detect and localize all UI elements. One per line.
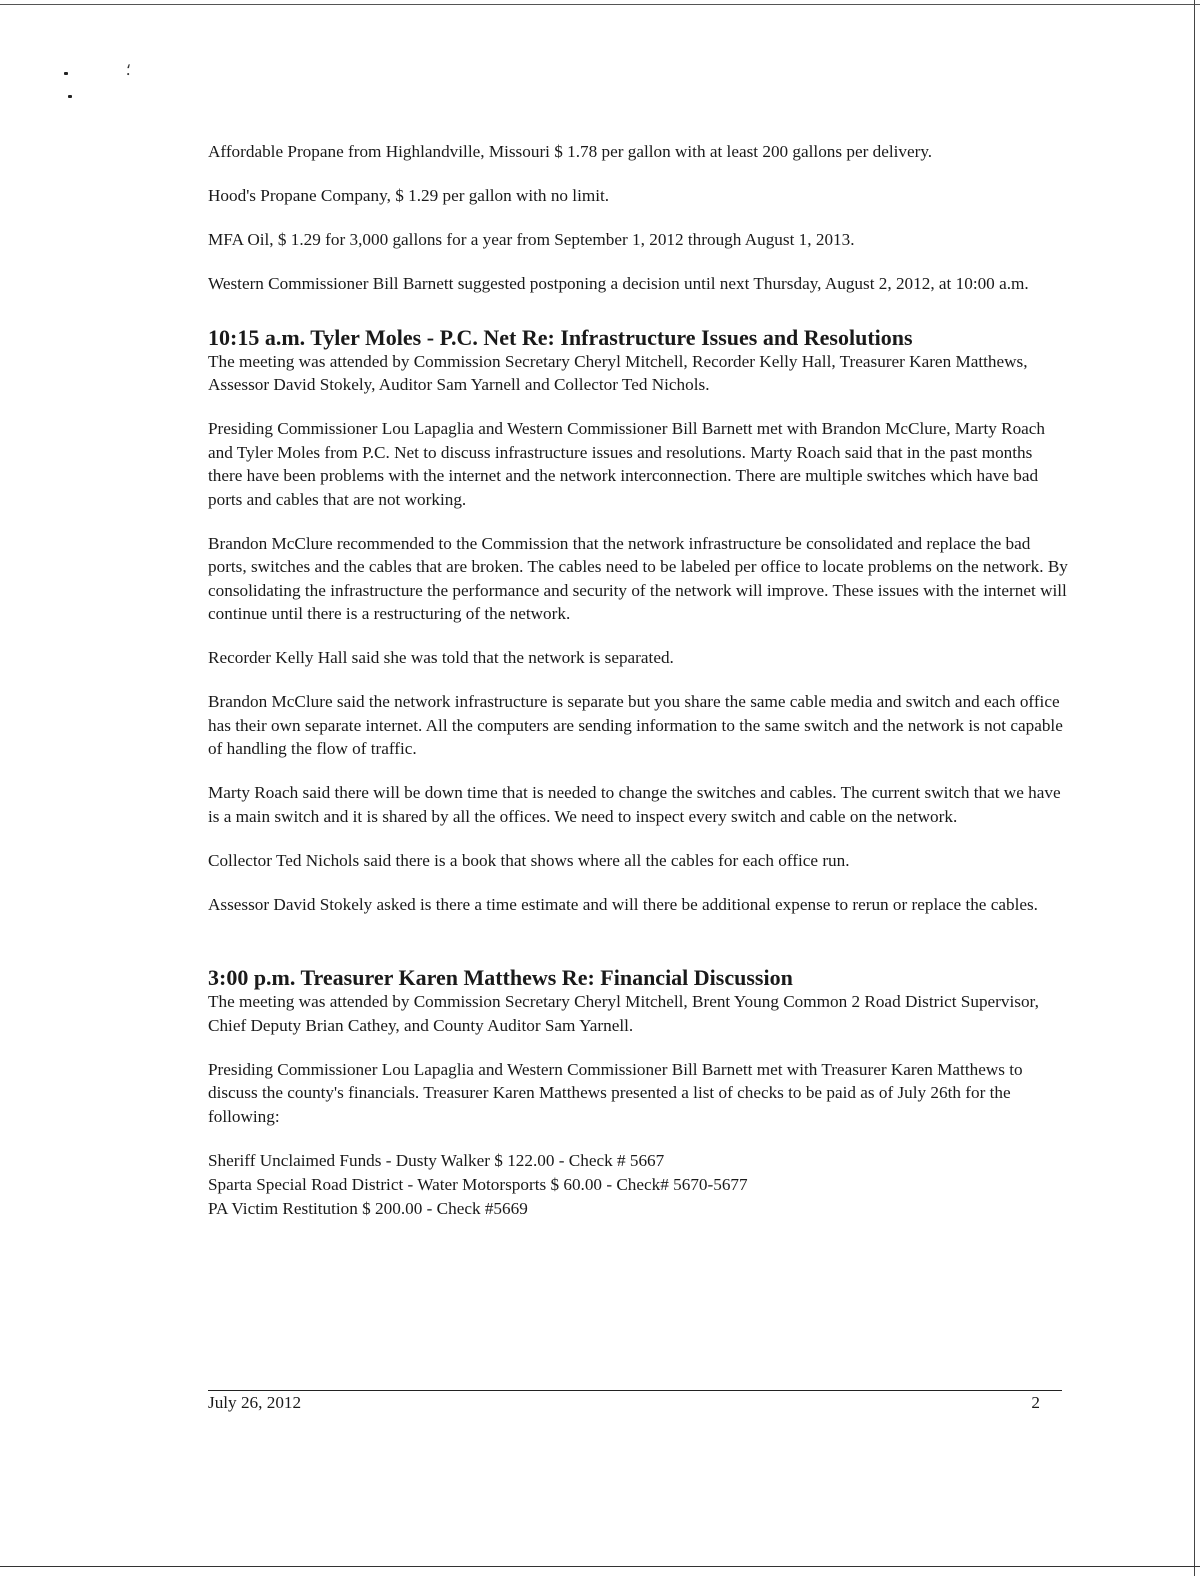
section-heading: 10:15 a.m. Tyler Moles - P.C. Net Re: Infrastructure Issues and Resolutions — [208, 324, 913, 350]
check-list — [208, 1149, 1068, 1221]
paragraph: Marty Roach said there will be down time that is needed to change the switches and cables. The current switch that we have is a main switch and it is shared by all the offices. We need to inspect every switch and cable on the network. — [208, 783, 1061, 826]
list-item: Sparta Special Road District - Water Motorsports $ 60.00 - Check# 5670-5677 — [208, 1174, 748, 1194]
paragraph: MFA Oil, $ 1.29 for 3,000 gallons for a year from September 1, 2012 through August 1, 2013. — [208, 230, 855, 249]
scan-right-border — [1194, 0, 1195, 1576]
paragraph: Hood's Propane Company, $ 1.29 per gallon with no limit. — [208, 186, 610, 205]
scan-artifact: ⸵ — [126, 62, 131, 79]
paragraph: Collector Ted Nichols said there is a book that shows where all the cables for each office run. — [208, 850, 850, 870]
scan-top-border — [0, 4, 1200, 5]
list-item: Sheriff Unclaimed Funds - Dusty Walker $ 122.00 - Check # 5667 — [208, 1150, 665, 1170]
section-heading: 3:00 p.m. Treasurer Karen Matthews Re: Financial Discussion — [208, 965, 793, 990]
scan-speck — [68, 95, 72, 98]
paragraph: The meeting was attended by Commission Secretary Cheryl Mitchell, Brent Young Common 2 Road District Supervisor, Chief Deputy Brian Cathey, and County Auditor Sam Yarnell. — [208, 992, 1039, 1035]
scan-bottom-border — [0, 1566, 1200, 1567]
list-item: PA Victim Restitution $ 200.00 - Check #5669 — [208, 1198, 528, 1218]
page-number: 2 — [1031, 1393, 1040, 1412]
paragraph: Affordable Propane from Highlandville, Missouri $ 1.78 per gallon with at least 200 gallons per delivery. — [208, 142, 933, 161]
paragraph: Western Commissioner Bill Barnett suggested postponing a decision until next Thursday, August 2, 2012, at 10:00 a.m. — [208, 274, 1029, 293]
document-body — [208, 140, 1068, 1221]
scan-speck — [64, 72, 68, 75]
paragraph: The meeting was attended by Commission Secretary Cheryl Mitchell, Recorder Kelly Hall, Treasurer Karen Matthews, Assessor David Stokely, Auditor Sam Yarnell and Collector Ted Nichols. — [208, 351, 1028, 394]
paragraph: Recorder Kelly Hall said she was told that the network is separated. — [208, 648, 674, 667]
paragraph: Presiding Commissioner Lou Lapaglia and Western Commissioner Bill Barnett met with Brandon McClure, Marty Roach and Tyler Moles from P.C. Net to discuss infrastructure issues and resolutions. Marty Roach said that in the past months there have been problems with the internet and the network interconnection. There are multiple switches which have bad ports and cables that are not working. — [208, 419, 1046, 509]
footer-date: July 26, 2012 — [208, 1393, 302, 1412]
paragraph: Brandon McClure recommended to the Commission that the network infrastructure be consolidated and replace the bad ports, switches and the cables that are broken. The cables need to be labeled per office to locate problems on the network. By consolidating the infrastructure the performance and security of the network will improve. These issues with the internet will continue until there is a restructuring of the network. — [208, 533, 1068, 623]
paragraph: Presiding Commissioner Lou Lapaglia and Western Commissioner Bill Barnett met with Treasurer Karen Matthews to discuss the county's financials. Treasurer Karen Matthews presented a list of checks to be paid as of July 26th for the following: — [208, 1059, 1023, 1126]
paragraph: Brandon McClure said the network infrastructure is separate but you share the same cable media and switch and each office has their own separate internet. All the computers are sending information to the same switch and the network is not capable of handling the flow of traffic. — [208, 692, 1063, 758]
page-footer — [208, 1390, 1062, 1413]
paragraph: Assessor David Stokely asked is there a time estimate and will there be additional expense to rerun or replace the cables. — [208, 894, 1038, 914]
